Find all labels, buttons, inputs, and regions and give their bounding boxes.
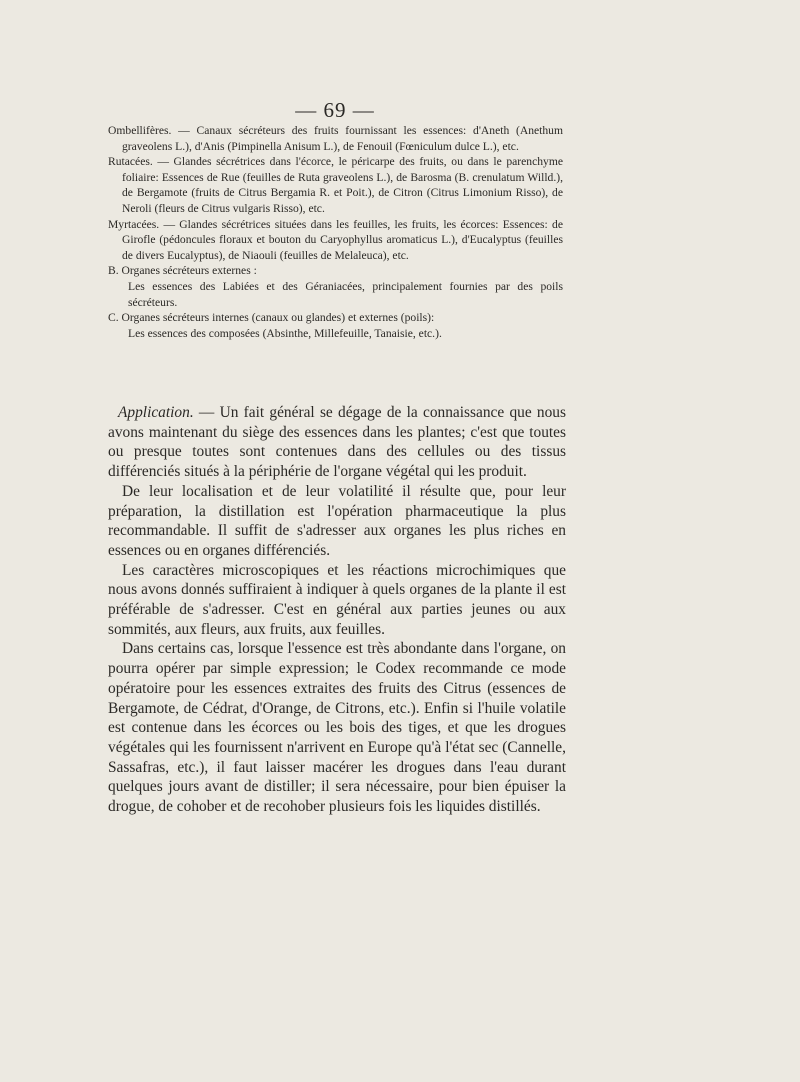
paragraph-distillation: De leur localisation et de leur volatilité il résulte que, pour leur préparation, la distillation est l'opération pharmaceutique la plus recommandable. Il suffit de s'adresser aux organes les plus riches en essences ou en organes différenciés. xyxy=(108,482,566,559)
list-heading-c: C. Organes sécréteurs internes (canaux ou glandes) et externes (poils): xyxy=(108,311,435,325)
list-item-rutacees: Rutacées. — Glandes sécrétrices dans l'écorce, le péricarpe des fruits, ou dans le parenchyme foliaire: Essences de Rue (feuilles de Ruta graveolens L.), de Barosma (B. crenulatum Willd.), de Bergamote (fruits de Citrus Bergamia R. et Poit.), de Citron (Citrus Limonium Risso), de Neroli (fleurs de Citrus vulgaris Risso), etc. xyxy=(108,155,563,215)
page-number: — 69 — xyxy=(295,98,375,122)
paragraph-application xyxy=(108,403,566,482)
application-lead: Application. xyxy=(118,404,194,421)
main-text xyxy=(108,403,566,817)
paragraph-application-text: — Un fait général se dégage de la connaissance que nous avons maintenant du siège des essences dans les plantes; c'est que toutes ou presque toutes sont contenues dans des cellules ou des tissus différenciés situés à la périphérie de l'organe végétal qui les produit. xyxy=(108,404,566,481)
list-item-myrtacees: Myrtacées. — Glandes sécrétrices situées dans les feuilles, les fruits, les écorces: Essences: de Girofle (pédoncules floraux et bouton du Caryophyllus aromaticus L.), d'Eucalyptus (feuilles de divers Eucalyptus), de Niaouli (feuilles de Melaleuca), etc. xyxy=(108,217,563,262)
paragraph-expression: Dans certains cas, lorsque l'essence est très abondante dans l'organe, on pourra opérer par simple expression; le Codex recommande ce mode opératoire pour les essences extraites des fruits des Citrus (essences de Bergamote, de Cédrat, d'Orange, de Citrons, etc.). Enfin si l'huile volatile est contenue dans les écorces ou les bois des tiges, et que les drogues végétales qui les fournissent n'arrivent en Europe qu'à l'état sec (Cannelle, Sassafras, etc.), il faut laisser macérer les drogues dans l'eau durant quelques jours avant de distiller; il sera nécessaire, pour bien épuiser la drogue, de cohober et de recohober plusieurs fois les liquides distillés. xyxy=(108,640,566,816)
list-item-b-body: Les essences des Labiées et des Géraniacées, principalement fournies par des poils sécréteurs. xyxy=(128,279,563,309)
paragraph-microscopic: Les caractères microscopiques et les réactions microchimiques que nous avons donnés suffiraient à indiquer à quels organes de la plante il est préférable de s'adresser. C'est en général aux parties jeunes ou aux sommités, aux fleurs, aux fruits, aux feuilles. xyxy=(108,561,566,638)
list-heading-b: B. Organes sécréteurs externes : xyxy=(108,264,257,278)
secretory-organs-list xyxy=(108,123,563,341)
list-item-c-body: Les essences des composées (Absinthe, Millefeuille, Tanaisie, etc.). xyxy=(128,326,442,340)
list-item-ombelliferes: Ombellifères. — Canaux sécréteurs des fruits fournissant les essences: d'Aneth (Anethum graveolens L.), d'Anis (Pimpinella Anisum L.), de Fenouil (Fœniculum dulce L.), etc. xyxy=(108,124,563,153)
